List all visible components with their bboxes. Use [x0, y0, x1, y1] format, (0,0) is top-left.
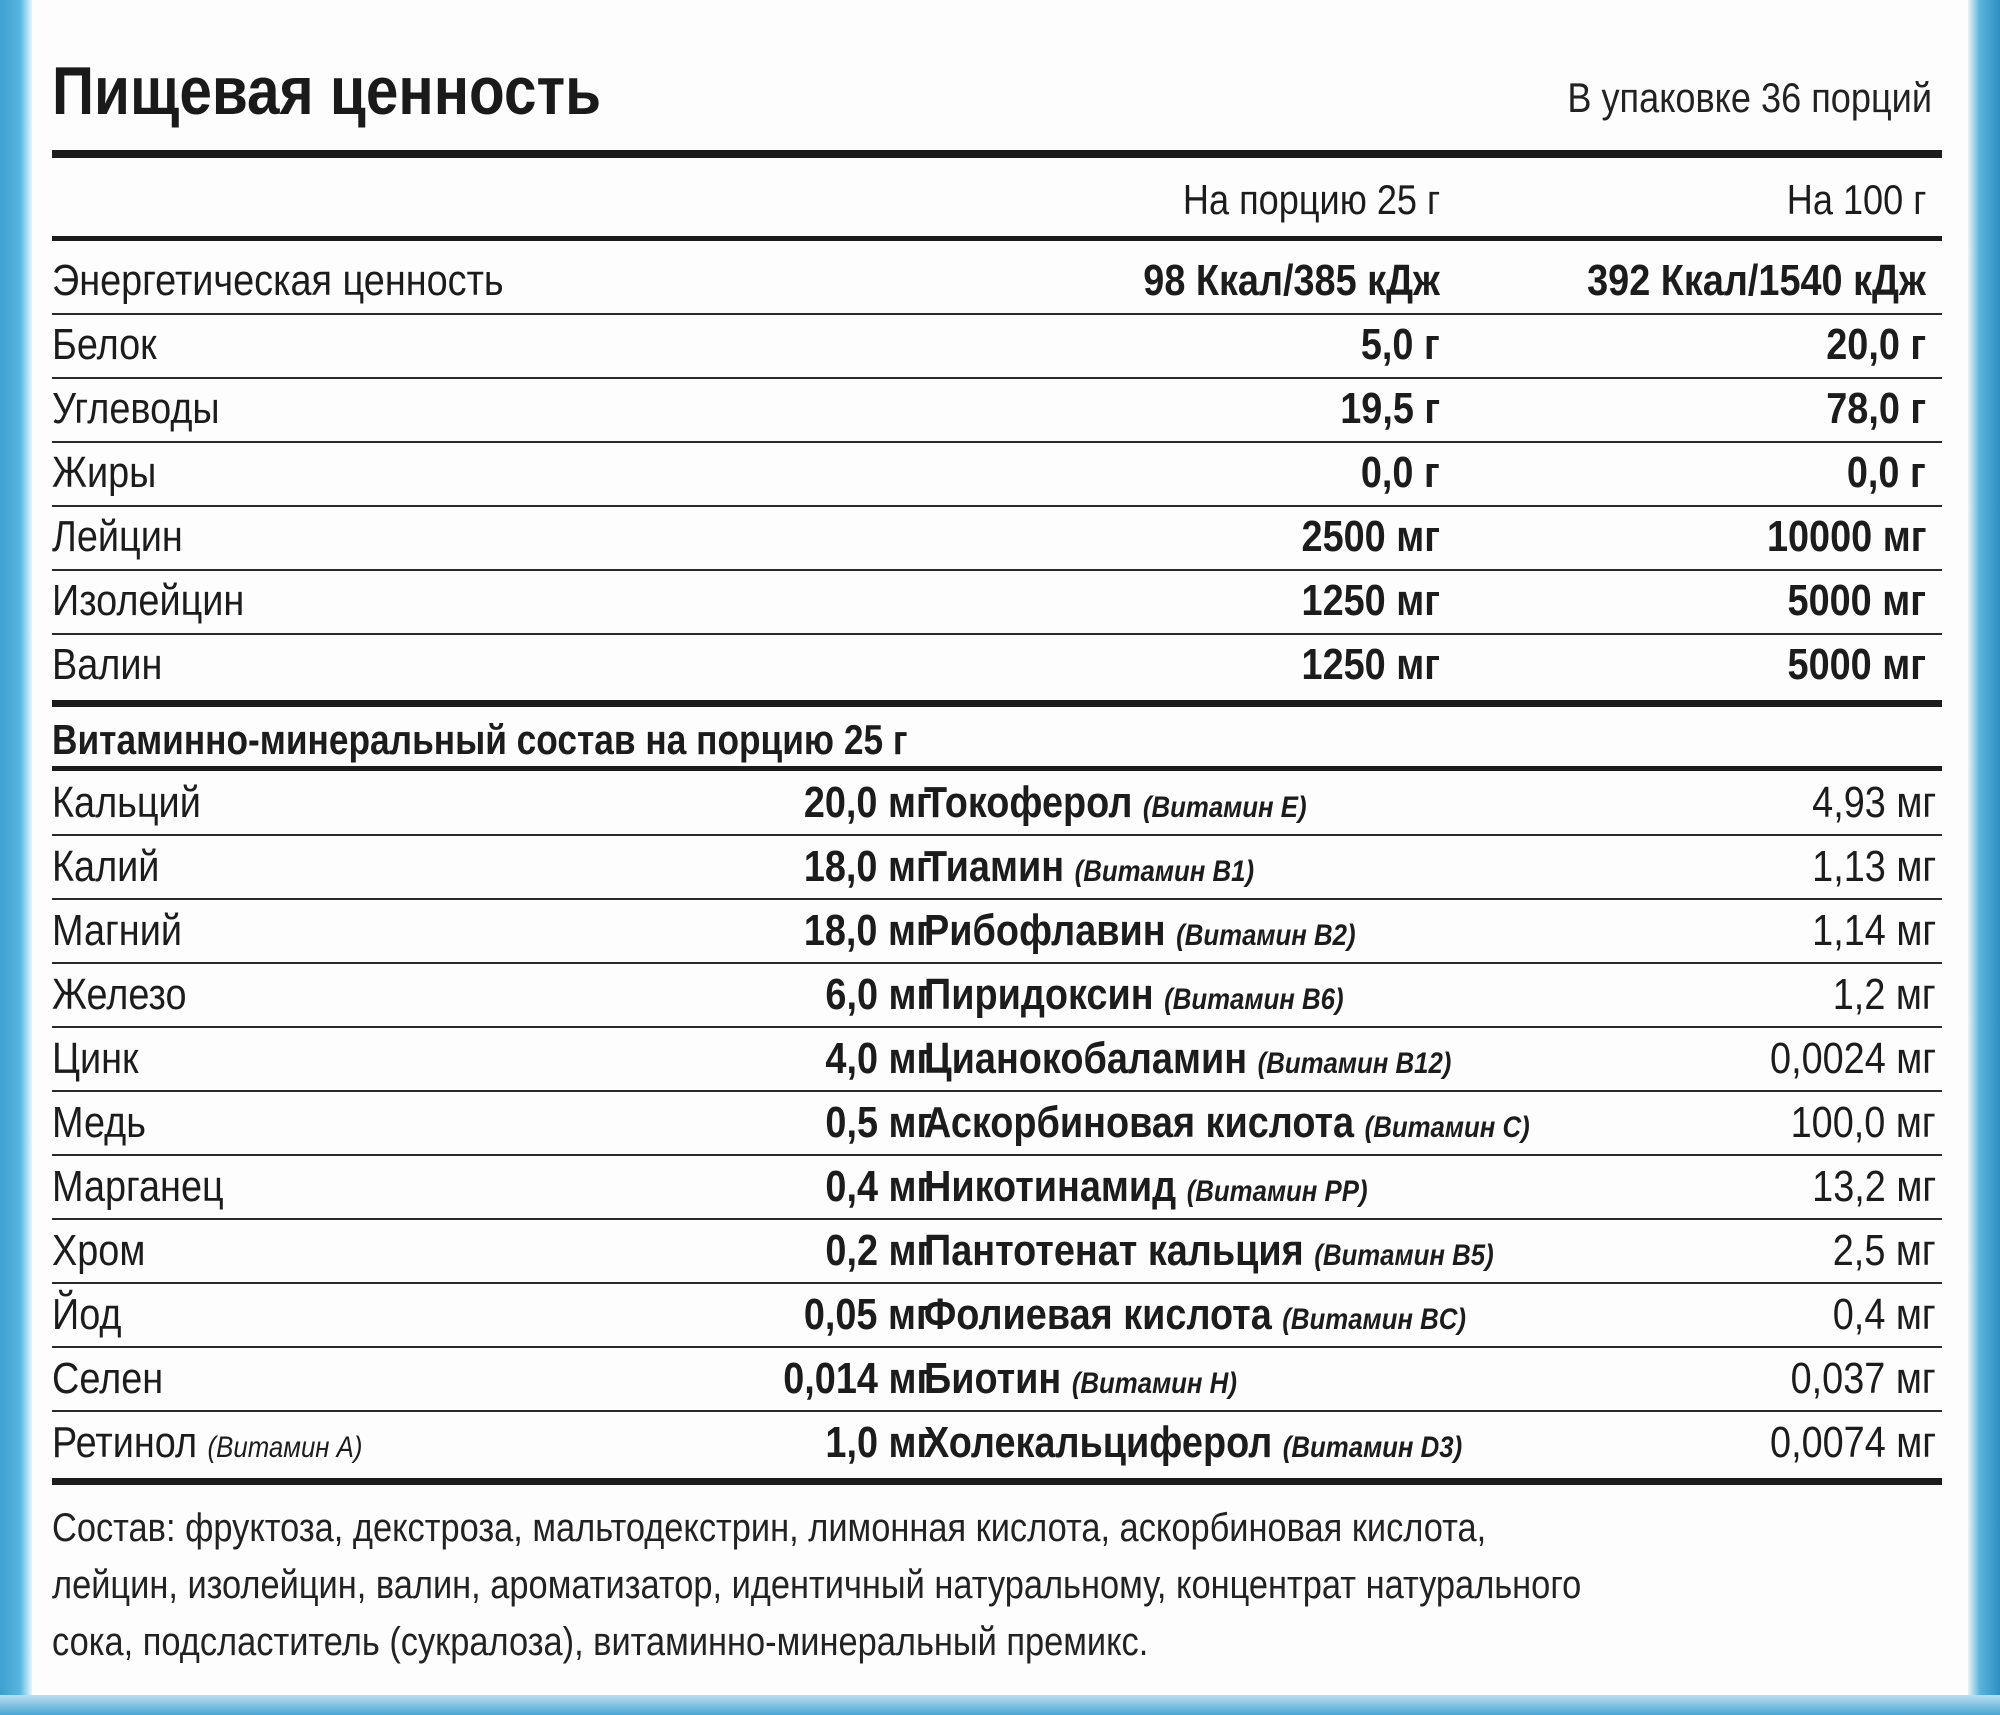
nutrient-per-100g: 0,0 г: [1847, 448, 1926, 497]
vitamin-name: Фолиевая кислота (Витамин BC): [924, 1290, 1467, 1339]
divider-header: [52, 236, 1942, 241]
vitamin-name: Холекальциферол (Витамин D3): [924, 1418, 1463, 1467]
vitamin-amount: 0,0024 мг: [1769, 1034, 1936, 1083]
vitamin-name: Никотинамид (Витамин PP): [924, 1162, 1368, 1211]
vitamin-row: [52, 1156, 1942, 1220]
vitamin-amount: 0,4 мг: [1833, 1290, 1936, 1339]
divider-bottom: [52, 1478, 1942, 1485]
vitamin-name: Аскорбиновая кислота (Витамин C): [924, 1098, 1530, 1147]
ingredients-line: лейцин, изолейцин, валин, ароматизатор, идентичный натуральному, концентрат натурального: [52, 1563, 1582, 1607]
row-divider: [52, 633, 1942, 635]
vitamin-row: [52, 900, 1942, 964]
nutrient-name: Энергетическая ценность: [52, 256, 504, 305]
nutrient-per-serving: 2500 мг: [1301, 512, 1440, 561]
vitamin-amount: 0,037 мг: [1790, 1354, 1936, 1403]
vitamin-row: [52, 772, 1942, 836]
nutrient-per-serving: 19,5 г: [1340, 384, 1440, 433]
mineral-amount: 0,2 мг: [825, 1226, 932, 1275]
column-headers: [52, 170, 1942, 232]
nutrient-per-100g: 20,0 г: [1826, 320, 1926, 369]
row-divider: [52, 505, 1942, 507]
vitamin-name: Биотин (Витамин H): [924, 1354, 1237, 1403]
nutrient-per-serving: 5,0 г: [1361, 320, 1440, 369]
vitamin-amount: 2,5 мг: [1833, 1226, 1936, 1275]
vitamins-section-title: Витаминно-минеральный состав на порцию 25 г: [52, 716, 908, 763]
nutrition-row: [52, 444, 1942, 506]
mineral-name: Йод: [52, 1290, 122, 1339]
nutrition-row: [52, 508, 1942, 570]
vitamin-amount: 1,14 мг: [1812, 906, 1936, 955]
divider-vitamins-header: [52, 766, 1942, 771]
vitamin-row: [52, 964, 1942, 1028]
nutrient-per-serving: 0,0 г: [1361, 448, 1440, 497]
nutrient-per-serving: 1250 мг: [1301, 640, 1440, 689]
nutrition-row: [52, 572, 1942, 634]
mineral-amount: 1,0 мг: [825, 1418, 932, 1467]
vitamin-amount: 100,0 мг: [1790, 1098, 1936, 1147]
row-divider: [52, 377, 1942, 379]
mineral-name: Селен: [52, 1354, 164, 1403]
page-title: Пищевая ценность: [52, 53, 602, 129]
nutrient-per-100g: 392 Ккал/1540 кДж: [1587, 256, 1926, 305]
nutrition-row: [52, 252, 1942, 314]
vitamin-row: [52, 836, 1942, 900]
header-per-serving: На порцию 25 г: [1182, 176, 1440, 223]
vitamin-name: Пиридоксин (Витамин B6): [924, 970, 1344, 1019]
mineral-amount: 4,0 мг: [825, 1034, 932, 1083]
vitamin-row: [52, 1220, 1942, 1284]
vitamin-amount: 13,2 мг: [1812, 1162, 1936, 1211]
vitamin-amount: 0,0074 мг: [1769, 1418, 1936, 1467]
vitamin-row: [52, 1412, 1942, 1476]
mineral-amount: 0,014 мг: [783, 1354, 932, 1403]
mineral-amount: 0,4 мг: [825, 1162, 932, 1211]
vitamin-name: Цианокобаламин (Витамин B12): [924, 1034, 1452, 1083]
ingredients-text: [52, 1500, 1927, 1671]
divider-top: [52, 150, 1942, 158]
vitamin-amount: 1,2 мг: [1833, 970, 1936, 1019]
mineral-amount: 0,05 мг: [804, 1290, 932, 1339]
vitamin-row: [52, 1348, 1942, 1412]
vitamin-name: Пантотенат кальция (Витамин B5): [924, 1226, 1494, 1275]
mineral-name: Магний: [52, 906, 182, 955]
vitamin-name: Рибофлавин (Витамин B2): [924, 906, 1356, 955]
vitamin-row: [52, 1028, 1942, 1092]
nutrient-per-100g: 5000 мг: [1787, 640, 1926, 689]
ingredients-line: Состав: фруктоза, декстроза, мальтодекстрин, лимонная кислота, аскорбиновая кислота,: [52, 1506, 1487, 1550]
row-divider: [52, 313, 1942, 315]
nutrient-per-100g: 10000 мг: [1766, 512, 1926, 561]
nutrient-name: Лейцин: [52, 512, 183, 561]
mineral-amount: 6,0 мг: [825, 970, 932, 1019]
mineral-amount: 18,0 мг: [804, 906, 932, 955]
header-per-100g: На 100 г: [1786, 176, 1926, 223]
nutrient-per-serving: 1250 мг: [1301, 576, 1440, 625]
mineral-name: Марганец: [52, 1162, 224, 1211]
mineral-name: Калий: [52, 842, 160, 891]
nutrient-per-100g: 5000 мг: [1787, 576, 1926, 625]
mineral-amount: 0,5 мг: [825, 1098, 932, 1147]
nutrient-name: Жиры: [52, 448, 157, 497]
mineral-name: Медь: [52, 1098, 146, 1147]
nutrient-per-100g: 78,0 г: [1826, 384, 1926, 433]
nutrition-row: [52, 636, 1942, 698]
vitamin-name: Токоферол (Витамин E): [924, 778, 1307, 827]
nutrition-row: [52, 380, 1942, 442]
vitamin-amount: 1,13 мг: [1812, 842, 1936, 891]
nutrient-per-serving: 98 Ккал/385 кДж: [1143, 256, 1440, 305]
mineral-amount: 18,0 мг: [804, 842, 932, 891]
mineral-name: Хром: [52, 1226, 146, 1275]
title-row: [52, 52, 1932, 142]
mineral-name: Цинк: [52, 1034, 139, 1083]
nutrition-label: [52, 0, 1942, 1715]
divider-vitamins: [52, 700, 1942, 707]
mineral-name: Железо: [52, 970, 187, 1019]
row-divider: [52, 441, 1942, 443]
vitamin-amount: 4,93 мг: [1812, 778, 1936, 827]
nutrient-name: Изолейцин: [52, 576, 245, 625]
vitamin-row: [52, 1092, 1942, 1156]
nutrient-name: Валин: [52, 640, 163, 689]
vitamin-row: [52, 1284, 1942, 1348]
mineral-name: Ретинол (Витамин A): [52, 1418, 363, 1467]
vitamin-name: Тиамин (Витамин B1): [924, 842, 1255, 891]
mineral-amount: 20,0 мг: [804, 778, 932, 827]
nutrition-row: [52, 316, 1942, 378]
servings-count: В упаковке 36 порций: [1567, 74, 1932, 121]
ingredients-line: сока, подсластитель (сукралоза), витаминно-минеральный премикс.: [52, 1620, 1149, 1664]
row-divider: [52, 569, 1942, 571]
nutrient-name: Белок: [52, 320, 157, 369]
mineral-name: Кальций: [52, 778, 201, 827]
nutrient-name: Углеводы: [52, 384, 220, 433]
